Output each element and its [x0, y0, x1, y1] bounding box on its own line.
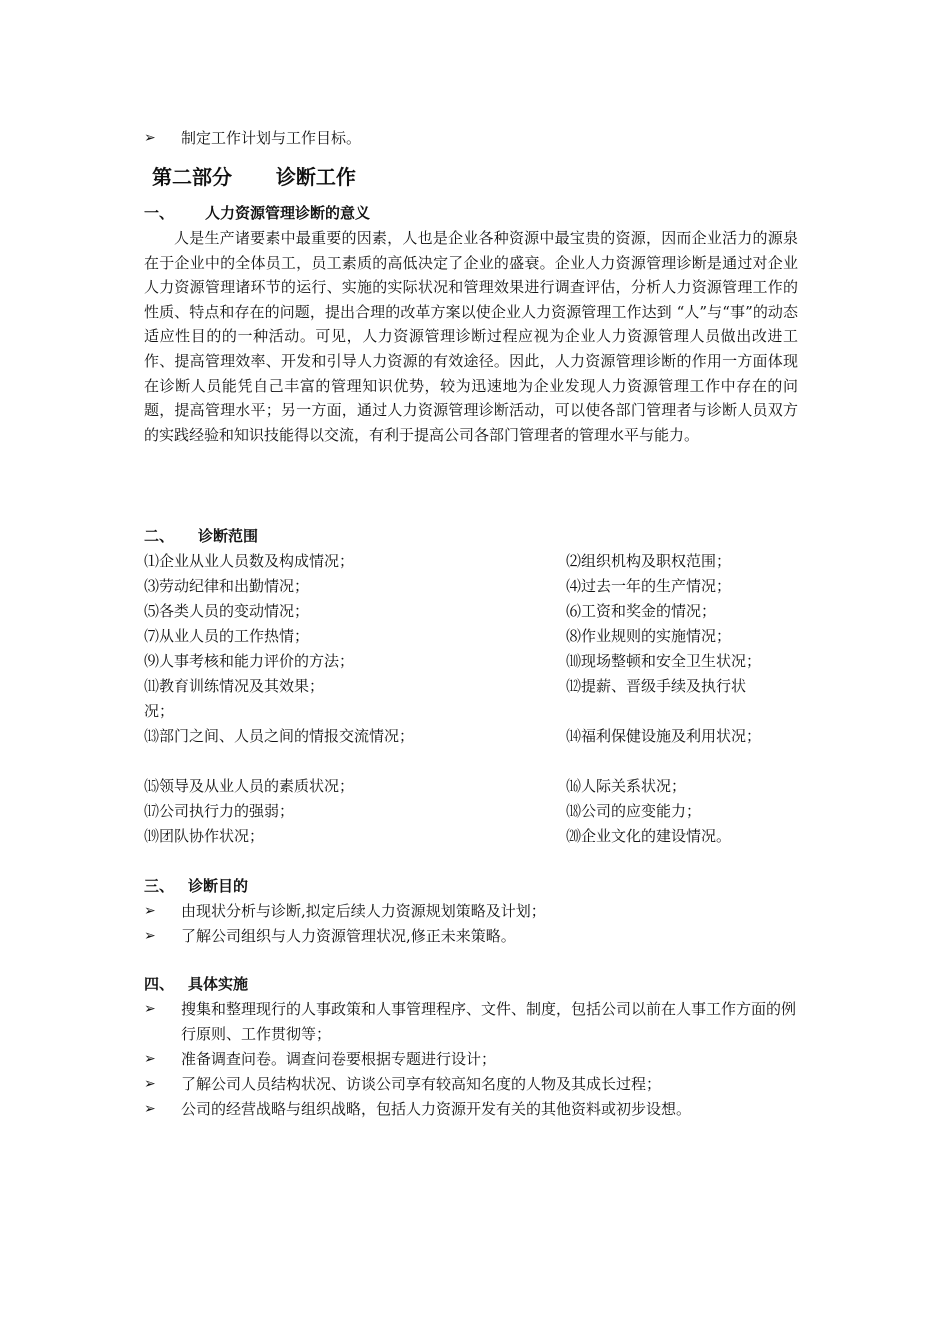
scope-item: ⑵组织机构及职权范围；	[566, 552, 732, 570]
section2-number: 二、	[144, 527, 175, 545]
section4-title: 具体实施	[188, 975, 249, 993]
scope-item: ⑴企业从业人员数及构成情况；	[144, 552, 355, 570]
scope-item-wrap: 况；	[144, 702, 175, 720]
part-title	[152, 162, 356, 192]
section3-bullet: 了解公司组织与人力资源管理状况,修正未来策略。	[181, 927, 516, 945]
scope-item: ⑺从业人员的工作热情；	[144, 627, 310, 645]
section1-number: 一、	[144, 204, 175, 222]
scope-item: ⒄公司执行力的强弱；	[144, 802, 295, 820]
section4-bullet: 准备调查问卷。调查问卷要根据专题进行设计；	[181, 1050, 497, 1068]
section3-number: 三、	[144, 877, 175, 895]
section4-bullet: 了解公司人员结构状况、访谈公司享有较高知名度的人物及其成长过程；	[181, 1075, 662, 1093]
section1-paragraph: 人是生产诸要素中最重要的因素，人也是企业各种资源中最宝贵的资源，因而企业活力的源泉在于企业中的全体员工，员工素质的高低决定了企业的盛衰。企业人力资源管理诊断是通过对企业人力资源管理诸环节的运行、实施的实际状况和管理效果进行调查评估，分析人力资源管理工作的性质、特点和存在的问题，提出合理的改革方案以使企业人力资源管理工作达到 “人”与“事”的动态适应性目的的一种活动。可见，人力资源管理诊断过程应视为企业人力资源管理人员做出改进工作、提高管理效率、开发和引导人力资源的有效途径。因此，人力资源管理诊断的作用一方面体现在诊断人员能凭自己丰富的管理知识优势，较为迅速地为企业发现人力资源管理工作中存在的问题，提高管理水平；另一方面，通过人力资源管理诊断活动，可以使各部门管理者与诊断人员双方的实践经验和知识技能得以交流，有利于提高公司各部门管理者的管理水平与能力。	[144, 229, 798, 444]
scope-item: ⒇企业文化的建设情况。	[566, 827, 732, 845]
part-name: 诊断工作	[275, 165, 356, 189]
bullet-arrow-icon: ➢	[144, 1001, 156, 1017]
scope-item: ⑸各类人员的变动情况；	[144, 602, 310, 620]
part-number: 第二部分	[152, 165, 232, 189]
section4-bullet: 公司的经营战略与组织战略，包括人力资源开发有关的其他资料或初步设想。	[181, 1100, 692, 1118]
scope-item: ⒀部门之间、人员之间的情报交流情况；	[144, 727, 415, 745]
bullet-arrow-icon: ➢	[144, 903, 156, 919]
scope-item: ⑿提薪、晋级手续及执行状	[566, 677, 747, 695]
scope-item: ⑶劳动纪律和出勤情况；	[144, 577, 310, 595]
scope-item: ⒁福利保健设施及利用状况；	[566, 727, 762, 745]
section3-bullet: 由现状分析与诊断,拟定后续人力资源规划策略及计划；	[181, 902, 546, 920]
scope-item: ⑼人事考核和能力评价的方法；	[144, 652, 355, 670]
scope-item: ⑽现场整顿和安全卫生状况；	[566, 652, 762, 670]
bullet-arrow-icon: ➢	[144, 928, 156, 944]
section1-title: 人力资源管理诊断的意义	[205, 204, 371, 222]
bullet-arrow-icon: ➢	[144, 1051, 156, 1067]
section4-bullet: 搜集和整理现行的人事政策和人事管理程序、文件、制度，包括公司以前在人事工作方面的例行原则、工作贯彻等；	[181, 1000, 797, 1043]
section4-number: 四、	[144, 975, 175, 993]
scope-item: ⑹工资和奖金的情况；	[566, 602, 717, 620]
scope-item: ⑻作业规则的实施情况；	[566, 627, 732, 645]
scope-item: ⑷过去一年的生产情况；	[566, 577, 732, 595]
bullet-arrow-icon: ➢	[144, 130, 156, 146]
section3-title: 诊断目的	[188, 877, 249, 895]
scope-item: ⒅公司的应变能力；	[566, 802, 702, 820]
scope-item: ⑾教育训练情况及其效果；	[144, 677, 325, 695]
bullet-arrow-icon: ➢	[144, 1076, 156, 1092]
scope-item: ⒆团队协作状况；	[144, 827, 265, 845]
section2-title: 诊断范围	[198, 527, 259, 545]
intro-bullet-text: 制定工作计划与工作目标。	[181, 129, 362, 147]
bullet-arrow-icon: ➢	[144, 1101, 156, 1117]
scope-item: ⒃人际关系状况；	[566, 777, 687, 795]
scope-item: ⒂领导及从业人员的素质状况；	[144, 777, 355, 795]
